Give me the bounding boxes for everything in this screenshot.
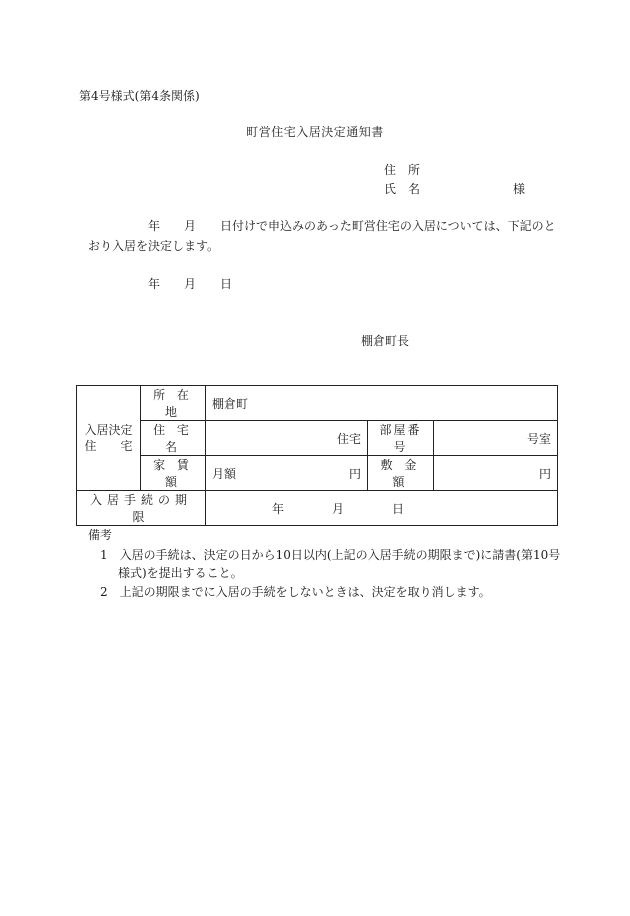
body-paragraph-line1 <box>148 217 556 234</box>
location-value: 棚倉町 <box>206 386 558 421</box>
housing-details-table <box>76 385 558 526</box>
room-number-field: 号室 <box>434 421 558 456</box>
body-year: 年 <box>148 219 161 233</box>
note-1-line2: 様式)を提出すること。 <box>118 566 243 580</box>
deposit-field: 円 <box>434 456 558 491</box>
note-1-line1: 1 入居の手続は、決定の日から10日以内(上記の入居手続の期限まで)に請書(第10号 <box>100 548 561 562</box>
address-label: 住所 <box>384 163 433 177</box>
name-label: 氏名 <box>384 182 433 196</box>
table-row <box>77 421 558 456</box>
deadline-field: 年 月 日 <box>206 491 558 526</box>
body-text: 日付けで申込みのあった町営住宅の入居については、下記のと <box>220 219 556 233</box>
rent-label: 家 賃 額 <box>141 456 206 491</box>
table-row <box>77 456 558 491</box>
body-paragraph-line2: おり入居を決定します。 <box>88 239 220 253</box>
table-row <box>77 386 558 421</box>
housing-name-label: 住 宅 名 <box>141 421 206 456</box>
table-row <box>77 491 558 526</box>
housing-name-field: 住宅 <box>206 421 368 456</box>
document-title: 町営住宅入居決定通知書 <box>246 125 384 139</box>
housing-group-label: 入居決定 住 宅 <box>77 386 141 491</box>
rent-field: 月額 円 <box>206 456 368 491</box>
deadline-label: 入居手続の期限 <box>77 491 206 526</box>
honorific: 様 <box>513 182 526 196</box>
room-number-label: 部屋番号 <box>368 421 434 456</box>
body-month: 月 <box>184 219 197 233</box>
issue-date: 年 月 日 <box>148 277 233 291</box>
note-2: 2 上記の期限までに入居の手続をしないときは、決定を取り消します。 <box>100 585 491 599</box>
deposit-label: 敷 金 額 <box>368 456 434 491</box>
form-id: 第4号様式(第4条関係) <box>79 89 200 103</box>
location-label: 所 在 地 <box>141 386 206 421</box>
notes-heading: 備考 <box>88 528 113 542</box>
issuer-name: 棚倉町長 <box>361 334 410 348</box>
